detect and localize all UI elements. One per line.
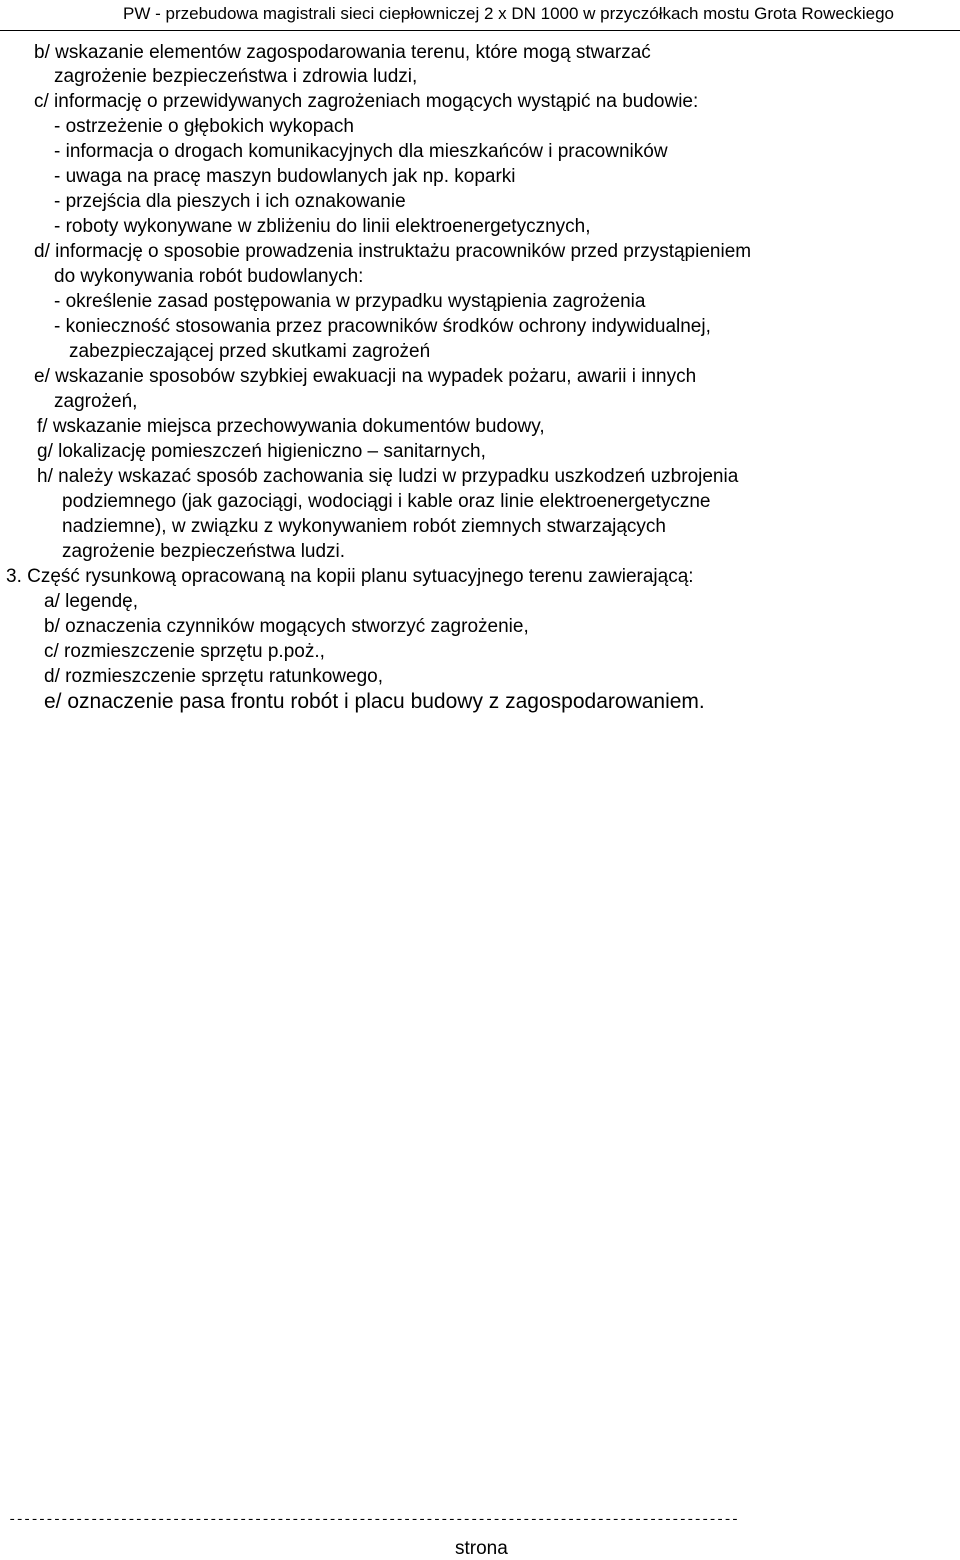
text-line: podziemnego (jak gazociągi, wodociągi i kable oraz linie elektroenergetyczne [62, 491, 711, 512]
text-line: - konieczność stosowania przez pracowników środków ochrony indywidualnej, [54, 316, 711, 337]
text-line: b/ oznaczenia czynników mogących stworzyć zagrożenie, [44, 616, 529, 637]
text-line: c/ informację o przewidywanych zagrożeniach mogących wystąpić na budowie: [34, 91, 699, 112]
footer-page-label: strona [455, 1538, 508, 1559]
text-line: do wykonywania robót budowlanych: [54, 266, 364, 287]
text-line: c/ rozmieszczenie sprzętu p.poż., [44, 641, 325, 662]
header-title: PW - przebudowa magistrali sieci ciepłowniczej 2 x DN 1000 w przyczółkach mostu Grota Roweckiego [123, 4, 894, 23]
text-line: zagrożeń, [54, 391, 138, 412]
text-line: d/ rozmieszczenie sprzętu ratunkowego, [44, 666, 383, 687]
text-line: - określenie zasad postępowania w przypadku wystąpienia zagrożenia [54, 291, 646, 312]
footer-separator: -------------------------------------------------------------------------------------------------- [8, 1512, 739, 1528]
text-line: b/ wskazanie elementów zagospodarowania terenu, które mogą stwarzać [34, 42, 651, 63]
text-line: e/ oznaczenie pasa frontu robót i placu budowy z zagospodarowaniem. [44, 690, 705, 713]
text-line: f/ wskazanie miejsca przechowywania dokumentów budowy, [37, 416, 545, 437]
text-line: h/ należy wskazać sposób zachowania się ludzi w przypadku uszkodzeń uzbrojenia [37, 466, 739, 487]
text-line: nadziemne), w związku z wykonywaniem robót ziemnych stwarzających [62, 516, 667, 537]
text-line: - roboty wykonywane w zbliżeniu do linii elektroenergetycznych, [54, 216, 591, 237]
text-line: - uwaga na pracę maszyn budowlanych jak np. koparki [54, 166, 516, 187]
text-line: e/ wskazanie sposobów szybkiej ewakuacji na wypadek pożaru, awarii i innych [34, 366, 697, 387]
text-line: zabezpieczającej przed skutkami zagrożeń [69, 341, 431, 362]
text-line: a/ legendę, [44, 591, 139, 612]
page-header [0, 0, 960, 31]
text-line: - informacja o drogach komunikacyjnych dla mieszkańców i pracowników [54, 141, 668, 162]
text-line: g/ lokalizację pomieszczeń higieniczno – sanitarnych, [37, 441, 486, 462]
text-line: - ostrzeżenie o głębokich wykopach [54, 116, 354, 137]
text-line: d/ informację o sposobie prowadzenia instruktażu pracowników przed przystąpieniem [34, 241, 752, 262]
text-line: zagrożenie bezpieczeństwa ludzi. [62, 541, 346, 562]
numbered-item: 3. Część rysunkową opracowaną na kopii planu sytuacyjnego terenu zawierającą: [6, 566, 694, 587]
text-line: - przejścia dla pieszych i ich oznakowanie [54, 191, 406, 212]
text-line: zagrożenie bezpieczeństwa i zdrowia ludzi, [54, 66, 418, 87]
